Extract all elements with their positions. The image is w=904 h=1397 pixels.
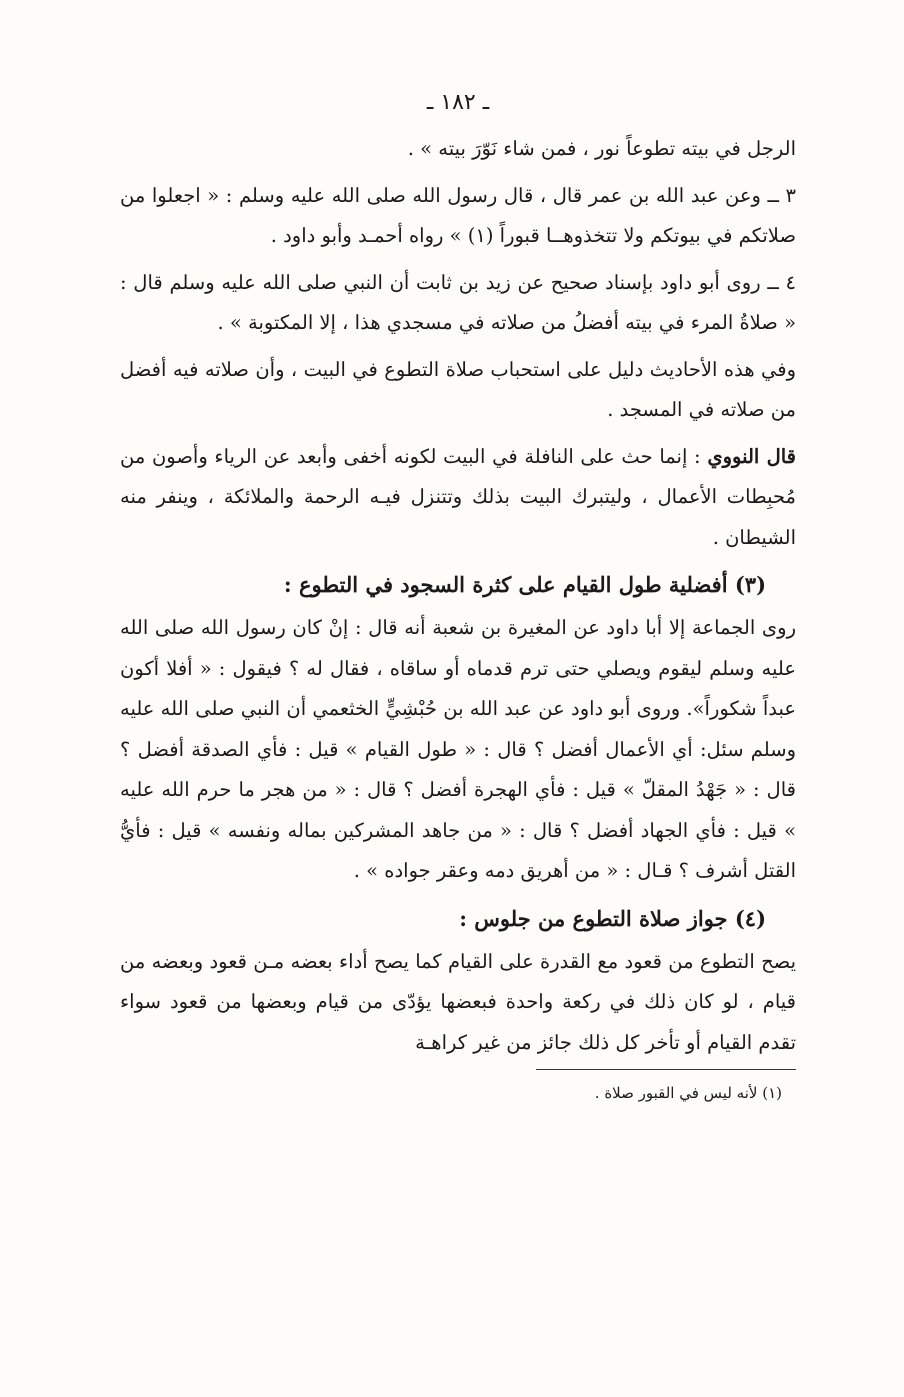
footnote: (١) لأنه ليس في القبور صلاة . — [594, 1084, 782, 1102]
paragraph-section-3: روى الجماعة إلا أبا داود عن المغيرة بن شعبة أنه قال : إنْ كان رسول الله صلى الله عليه وسلم ليقوم ويصلي حتى ترم قدماه أو ساقاه ، فقال له ؟ فيقول : « أفلا أكون عبداً شكوراً». وروى أبو داود عن عبد الله بن حُبْشِيٍّ الخثعمي أن النبي صلى الله عليه وسلم سئل: أي الأعمال أفضل ؟ قال : « طول القيام » قيل : فأي الصدقة أفضل ؟ قال : « جَهْدُ المقلّ » قيل : فأي الهجرة أفضل ؟ قال : « من هجر ما حرم الله عليه » قيل : فأي الجهاد أفضل ؟ قال : « من جاهد المشركين بماله ونفسه » قيل : فأيُّ القتل أشرف ؟ قـال : « من أهريق دمه وعقر جواده » . — [120, 616, 796, 882]
nawawi-lead: قال النووي — [707, 444, 797, 468]
paragraph-hadith-4: ٤ ــ روى أبو داود بإسناد صحيح عن زيد بن ثابت أن النبي صلى الله عليه وسلم قال : « صلاةُ المرء في بيته أفضلُ من صلاته في مسجدي هذا ، إلا المكتوبة » . — [120, 270, 796, 334]
nawawi-text: : إنما حث على النافلة في البيت لكونه أخفى وأبعد عن الرياء وأصون من مُحبِطات الأعمال ، وليتبرك البيت بذلك وتتنزل فيـه الرحمة والملائكة ، وينفر منه الشيطان . — [120, 444, 796, 549]
section-heading-4: (٤) جواز صلاة التطوع من جلوس : — [459, 905, 766, 931]
paragraph-nawawi — [120, 437, 796, 559]
footnote-divider — [536, 1069, 796, 1070]
paragraph-section-4: يصح التطوع من قعود مع القدرة على القيام كما يصح أداء بعضه مـن قعود وبعضه من قيام ، لو كان ذلك في ركعة واحدة فبعضها يؤدّى من قيام وبعضها من قعود سواء تقدم القيام أو تأخر كل ذلك جائز من غير كراهـة — [120, 949, 796, 1054]
paragraph-hadith-3: ٣ ــ وعن عبد الله بن عمر قال ، قال رسول الله صلى الله عليه وسلم : « اجعلوا من صلاتكم في بيوتكم ولا تتخذوهــا قبوراً (١) » رواه أحمـد وأبو داود . — [120, 183, 796, 247]
paragraph-commentary: وفي هذه الأحاديث دليل على استحباب صلاة التطوع في البيت ، وأن صلاته فيه أفضل من صلاته في المسجد . — [120, 357, 796, 421]
page-number: ـ ١٨٢ ـ — [426, 90, 490, 115]
section-heading-3: (٣) أفضلية طول القيام على كثرة السجود في التطوع : — [283, 572, 766, 597]
paragraph-continuation: الرجل في بيته تطوعاً نور ، فمن شاء نَوّرَ بيته » . — [407, 137, 796, 160]
